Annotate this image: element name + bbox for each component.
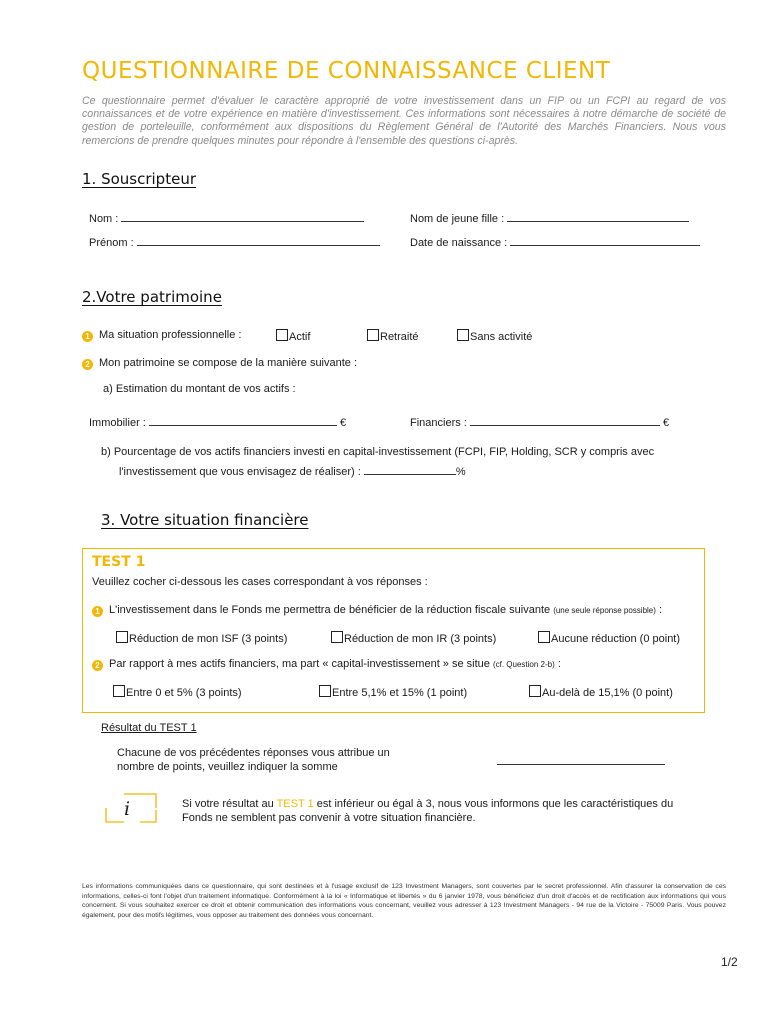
- info-icon-letter: i: [124, 798, 131, 820]
- option-5-15[interactable]: [319, 685, 467, 699]
- pourcentage-field[interactable]: [119, 464, 466, 478]
- pourcentage-question-line2: l'investissement que vous envisagez de réaliser) :: [119, 466, 361, 478]
- option-label: Entre 5,1% et 15% (1 point): [332, 687, 468, 699]
- option-aucune-reduction[interactable]: [538, 631, 680, 645]
- resultat-heading: Résultat du TEST 1: [101, 722, 197, 734]
- info-text-line1: [182, 798, 673, 810]
- nom-field[interactable]: [89, 211, 364, 225]
- financiers-field[interactable]: [410, 415, 669, 429]
- option-label: Retraité: [380, 331, 419, 343]
- prenom-label: Prénom :: [89, 237, 134, 249]
- estimation-actifs-label: a) Estimation du montant de vos actifs :: [103, 383, 296, 395]
- patrimoine-question: [82, 357, 357, 370]
- checkbox[interactable]: [367, 329, 379, 341]
- info-text-line2: Fonds ne semblent pas convenir à votre situation financière.: [182, 812, 476, 824]
- question-colon: :: [557, 658, 561, 670]
- info-highlight: TEST 1: [276, 798, 314, 810]
- option-sans-activite[interactable]: [457, 329, 532, 343]
- prenom-field[interactable]: [89, 235, 380, 249]
- resultat-input-line[interactable]: [497, 755, 665, 765]
- question-note: (une seule réponse possible): [553, 606, 656, 615]
- nom-jeune-fille-label: Nom de jeune fille :: [410, 213, 505, 225]
- checkbox[interactable]: [457, 329, 469, 341]
- checkbox[interactable]: [113, 685, 125, 697]
- immobilier-input-line[interactable]: [149, 415, 337, 426]
- info-text: Si votre résultat au: [182, 798, 274, 810]
- resultat-line2: nombre de points, veuillez indiquer la somme: [117, 761, 338, 773]
- date-naissance-field[interactable]: [410, 235, 700, 249]
- date-naissance-label: Date de naissance :: [410, 237, 508, 249]
- pourcentage-question-line1: b) Pourcentage de vos actifs financiers investi en capital-investissement (FCPI, FIP, Holding, SCR y compris avec: [101, 446, 655, 458]
- nom-label: Nom :: [89, 213, 119, 225]
- patrimoine-label: Mon patrimoine se compose de la manière suivante :: [99, 357, 358, 369]
- checkbox[interactable]: [529, 685, 541, 697]
- numbered-bullet-icon: 1: [92, 606, 103, 617]
- option-0-5[interactable]: [113, 685, 242, 699]
- nom-jeune-fille-field[interactable]: [410, 211, 689, 225]
- option-actif[interactable]: [276, 329, 310, 343]
- situation-pro-label: Ma situation professionnelle :: [99, 329, 242, 341]
- checkbox[interactable]: [116, 631, 128, 643]
- numbered-bullet-icon: 1: [82, 331, 93, 342]
- option-15-plus[interactable]: [529, 685, 673, 699]
- reduction-fiscale-question: [92, 604, 662, 617]
- euro-sign: €: [339, 417, 347, 429]
- euro-sign: €: [662, 417, 670, 429]
- nom-input-line[interactable]: [121, 211, 364, 222]
- financiers-input-line[interactable]: [470, 415, 660, 426]
- test-title: TEST 1: [92, 554, 146, 570]
- question-note: (cf. Question 2-b): [492, 660, 555, 669]
- option-label: Aucune réduction (0 point): [551, 633, 681, 645]
- immobilier-field[interactable]: [89, 415, 346, 429]
- date-naissance-input-line[interactable]: [510, 235, 700, 246]
- nom-jeune-fille-input-line[interactable]: [507, 211, 689, 222]
- test-instruction: Veuillez cocher ci-dessous les cases correspondant à vos réponses :: [92, 576, 428, 588]
- section-heading-patrimoine: 2.Votre patrimoine: [82, 288, 222, 306]
- question-colon: :: [658, 604, 663, 616]
- question-text: L'investissement dans le Fonds me permettra de bénéficier de la réduction fiscale suivante: [109, 604, 551, 616]
- intro-paragraph: Ce questionnaire permet d'évaluer le caractère approprié de votre investissement dans un FIP ou un FCPI au regard de vos connaissances et de votre expérience en matière d'investissement. Ces informations sont nécessaires à notre démarche de société de gestion de porteleuille, conformément aux dispositions du Règlement Général de l'Autorité des Marchés Financiers. Nous vous remercions de prendre quelques minutes pour répondre à l'ensemble des questions ci-après.: [82, 95, 726, 147]
- question-text: Par rapport à mes actifs financiers, ma part « capital-investissement » se situe: [109, 658, 490, 670]
- checkbox[interactable]: [319, 685, 331, 697]
- option-label: Sans activité: [470, 331, 533, 343]
- financiers-label: Financiers :: [410, 417, 467, 429]
- prenom-input-line[interactable]: [137, 235, 380, 246]
- info-icon: [104, 792, 160, 826]
- pourcentage-input-line[interactable]: [364, 464, 456, 475]
- option-ir[interactable]: [331, 631, 496, 645]
- immobilier-label: Immobilier :: [89, 417, 146, 429]
- option-label: Réduction de mon IR (3 points): [344, 633, 497, 645]
- section-heading-souscripteur: 1. Souscripteur: [82, 170, 196, 188]
- percent-sign: %: [455, 466, 466, 478]
- footer-legal-text: Les informations communiquées dans ce questionnaire, qui sont destinées et à l'usage exclusif de 123 Investment Managers, sont couvertes par le secret professionnel. Afin d'assurer la conservation de ces informations, celles-ci font l'objet d'un traitement informatique. Conformément à la loi « Informatique et libertés » du 6 janvier 1978, vous bénéficiez d'un droit d'accès et de rectification aux informations qui vous concernent. Si vous souhaitez exercer ce droit et obtenir communication des informations vous concernant, veuillez vous adresser à 123 Investment Managers - 94 rue de la Victoire - 75009 Paris. Vous pouvez également, pour des motifs légitimes, vous opposer au traitement des données vous concernant.: [82, 883, 726, 919]
- section-heading-situation-financiere: 3. Votre situation financière: [101, 511, 309, 529]
- page-title: QUESTIONNAIRE DE CONNAISSANCE CLIENT: [82, 58, 611, 84]
- option-label: Entre 0 et 5% (3 points): [126, 687, 242, 699]
- page-number: 1/2: [721, 955, 738, 969]
- option-retraite[interactable]: [367, 329, 419, 343]
- resultat-line1: Chacune de vos précédentes réponses vous attribue un: [117, 747, 390, 759]
- situation-pro-question: [82, 329, 241, 342]
- option-label: Au-delà de 15,1% (0 point): [542, 687, 673, 699]
- option-label: Réduction de mon ISF (3 points): [129, 633, 288, 645]
- numbered-bullet-icon: 2: [92, 660, 103, 671]
- option-label: Actif: [289, 331, 311, 343]
- checkbox[interactable]: [331, 631, 343, 643]
- numbered-bullet-icon: 2: [82, 359, 93, 370]
- part-capital-question: [92, 658, 561, 671]
- option-isf[interactable]: [116, 631, 287, 645]
- checkbox[interactable]: [538, 631, 550, 643]
- checkbox[interactable]: [276, 329, 288, 341]
- info-text: est inférieur ou égal à 3, nous vous informons que les caractéristiques du: [316, 798, 674, 810]
